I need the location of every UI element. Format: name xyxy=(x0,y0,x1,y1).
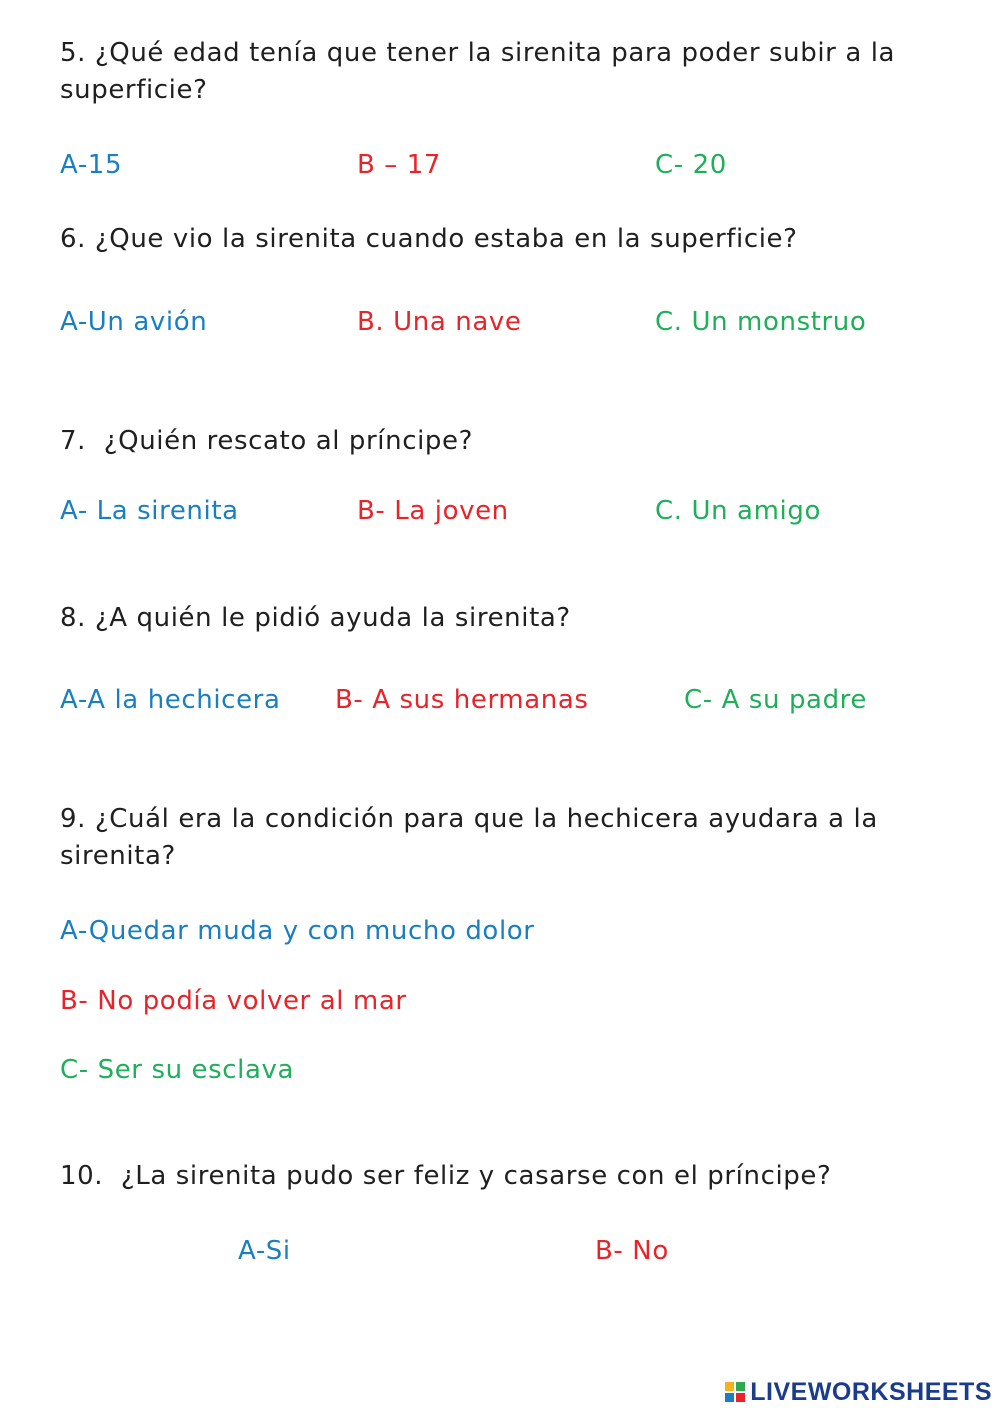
q7-option-c[interactable]: C. Un amigo xyxy=(655,496,821,526)
q5-option-b[interactable]: B – 17 xyxy=(357,150,442,180)
q7-option-b[interactable]: B- La joven xyxy=(357,496,509,526)
q6-option-b[interactable]: B. Una nave xyxy=(357,307,522,337)
q9-option-a[interactable]: A-Quedar muda y con mucho dolor xyxy=(60,916,535,946)
liveworksheets-logo-icon xyxy=(724,1381,746,1403)
brand-name: LIVEWORKSHEETS xyxy=(750,1377,992,1406)
q9-option-b[interactable]: B- No podía volver al mar xyxy=(60,986,407,1016)
q9-option-c[interactable]: C- Ser su esclava xyxy=(60,1055,295,1085)
q5-option-c[interactable]: C- 20 xyxy=(655,150,727,180)
q10-option-b[interactable]: B- No xyxy=(595,1236,669,1266)
q10-option-a[interactable]: A-Si xyxy=(238,1236,291,1266)
question-5: 5. ¿Qué edad tenía que tener la sirenita para poder subir a la superficie? xyxy=(60,38,904,105)
q6-option-a[interactable]: A-Un avión xyxy=(60,307,208,337)
q8-option-b[interactable]: B- A sus hermanas xyxy=(335,685,589,715)
q5-option-a[interactable]: A-15 xyxy=(60,150,123,180)
question-8: 8. ¿A quién le pidió ayuda la sirenita? xyxy=(60,603,571,633)
question-10: 10. ¿La sirenita pudo ser feliz y casarse con el príncipe? xyxy=(60,1161,832,1191)
q8-option-c[interactable]: C- A su padre xyxy=(684,685,867,715)
question-7: 7. ¿Quién rescato al príncipe? xyxy=(60,426,474,456)
q8-option-a[interactable]: A-A la hechicera xyxy=(60,685,281,715)
question-6: 6. ¿Que vio la sirenita cuando estaba en la superficie? xyxy=(60,224,798,254)
liveworksheets-logo xyxy=(724,1377,992,1407)
q6-option-c[interactable]: C. Un monstruo xyxy=(655,307,867,337)
question-9: 9. ¿Cuál era la condición para que la hechicera ayudara a la sirenita? xyxy=(60,804,887,871)
q7-option-a[interactable]: A- La sirenita xyxy=(60,496,239,526)
